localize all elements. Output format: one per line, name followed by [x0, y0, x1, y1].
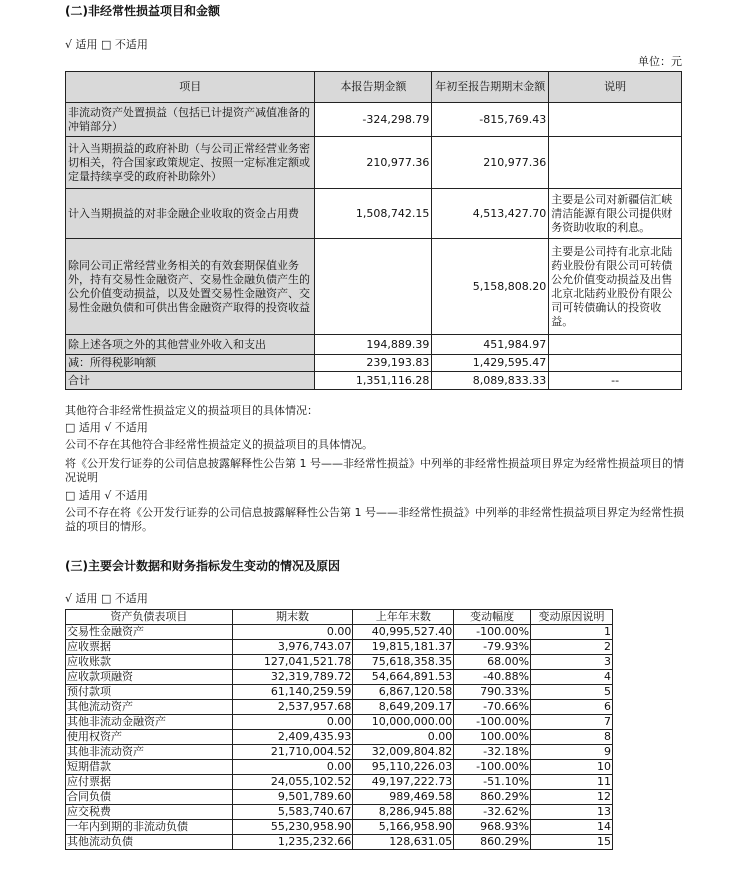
- cell-prev: 95,110,226.03: [353, 760, 454, 775]
- cell-item: 合计: [66, 372, 315, 390]
- cell-item: 计入当期损益的对非金融企业收取的资金占用费: [66, 189, 315, 239]
- cell-item: 其他流动负债: [66, 835, 233, 850]
- cell-note: [549, 137, 682, 189]
- cell-item: 使用权资产: [66, 730, 233, 745]
- table-row: [66, 685, 613, 700]
- cell-prev: 6,867,120.58: [353, 685, 454, 700]
- t2-header-end: 期末数: [232, 610, 353, 625]
- defined-text: 将《公开发行证券的公司信息披露解释性公告第 1 号——非经常性损益》中列举的非经常性损益项目界定为经常性损益项目的情况说明: [65, 457, 684, 484]
- table-row: [66, 640, 613, 655]
- section3-option: √ 适用 □ 不适用: [65, 592, 148, 605]
- cell-ytd: 210,977.36: [432, 137, 549, 189]
- cell-change: -79.93%: [454, 640, 531, 655]
- cell-change: -70.66%: [454, 700, 531, 715]
- balance-change-table: [65, 609, 613, 850]
- cell-ytd: 1,429,595.47: [432, 355, 549, 372]
- cell-reason: 11: [531, 775, 613, 790]
- cell-reason: 2: [531, 640, 613, 655]
- table-row: [66, 790, 613, 805]
- header-item: 项目: [66, 72, 315, 103]
- cell-change: -100.00%: [454, 625, 531, 640]
- cell-item: 非流动资产处置损益（包括已计提资产减值准备的冲销部分）: [66, 103, 315, 137]
- none-text-2: 公司不存在将《公开发行证券的公司信息披露解释性公告第 1 号——非经常性损益》中列举的非经常性损益项目界定为经常性损益的项目的情形。: [65, 506, 684, 533]
- cell-current: 239,193.83: [315, 355, 432, 372]
- cell-prev: 5,166,958.90: [353, 820, 454, 835]
- table-row: [66, 355, 682, 372]
- cell-item: 其他流动资产: [66, 700, 233, 715]
- nonrecurring-table: [65, 71, 682, 390]
- cell-end: 9,501,789.60: [232, 790, 353, 805]
- cell-item: 交易性金融资产: [66, 625, 233, 640]
- applicable-checked: √ 适用: [65, 38, 102, 51]
- cell-change: 790.33%: [454, 685, 531, 700]
- cell-end: 24,055,102.52: [232, 775, 353, 790]
- cell-prev: 49,197,222.73: [353, 775, 454, 790]
- cell-prev: 19,815,181.37: [353, 640, 454, 655]
- cell-end: 32,319,789.72: [232, 670, 353, 685]
- cell-end: 127,041,521.78: [232, 655, 353, 670]
- cell-end: 55,230,958.90: [232, 820, 353, 835]
- table-row: [66, 820, 613, 835]
- cell-item: 应收款项融资: [66, 670, 233, 685]
- table-row: [66, 372, 682, 390]
- cell-reason: 4: [531, 670, 613, 685]
- table-row: [66, 745, 613, 760]
- none-text-1: 公司不存在其他符合非经常性损益定义的损益项目的具体情况。: [65, 438, 373, 451]
- cell-end: 2,409,435.93: [232, 730, 353, 745]
- cell-item: 合同负债: [66, 790, 233, 805]
- cell-ytd: 4,513,427.70: [432, 189, 549, 239]
- cell-change: -32.62%: [454, 805, 531, 820]
- t2-header-item: 资产负债表项目: [66, 610, 233, 625]
- cell-item: 应收票据: [66, 640, 233, 655]
- cell-item: 应交税费: [66, 805, 233, 820]
- cell-change: -100.00%: [454, 760, 531, 775]
- cell-reason: 15: [531, 835, 613, 850]
- cell-item: 其他非流动金融资产: [66, 715, 233, 730]
- table-row: [66, 239, 682, 335]
- cell-end: 61,140,259.59: [232, 685, 353, 700]
- table-row: [66, 655, 613, 670]
- table-row: [66, 189, 682, 239]
- cell-end: 3,976,743.07: [232, 640, 353, 655]
- cell-reason: 12: [531, 790, 613, 805]
- cell-reason: 1: [531, 625, 613, 640]
- cell-current: 1,508,742.15: [315, 189, 432, 239]
- table-row: [66, 835, 613, 850]
- cell-item: 计入当期损益的政府补助（与公司正常经营业务密切相关，符合国家政策规定、按照一定标准定额或定量持续享受的政府补助除外）: [66, 137, 315, 189]
- cell-change: 68.00%: [454, 655, 531, 670]
- cell-note: 主要是公司持有北京北陆药业股份有限公司可转债公允价值变动损益及出售北京北陆药业股份有限公司可转债确认的投资收益。: [549, 239, 682, 335]
- cell-change: 860.29%: [454, 790, 531, 805]
- cell-change: -100.00%: [454, 715, 531, 730]
- section2-title: (二)非经常性损益项目和金额: [65, 4, 220, 18]
- t2-header-reason: 变动原因说明: [531, 610, 613, 625]
- cell-item: 应收账款: [66, 655, 233, 670]
- cell-ytd: 451,984.97: [432, 335, 549, 355]
- t2-header-prev: 上年年末数: [353, 610, 454, 625]
- option-line-1: □ 适用 √ 不适用: [65, 421, 148, 434]
- cell-item: 减：所得税影响额: [66, 355, 315, 372]
- other-defs-text: 其他符合非经常性损益定义的损益项目的具体情况：: [65, 404, 318, 417]
- cell-end: 21,710,004.52: [232, 745, 353, 760]
- cell-item: 预付款项: [66, 685, 233, 700]
- cell-prev: 54,664,891.53: [353, 670, 454, 685]
- cell-item: 一年内到期的非流动负债: [66, 820, 233, 835]
- cell-change: 100.00%: [454, 730, 531, 745]
- cell-item: 除同公司正常经营业务相关的有效套期保值业务外，持有交易性金融资产、交易性金融负债产生的公允价值变动损益，以及处置交易性金融资产、交易性金融负债和可供出售金融资产取得的投资收益: [66, 239, 315, 335]
- unit-label: 单位：元: [638, 55, 682, 68]
- not-applicable-unchecked: □ 不适用: [101, 38, 148, 51]
- cell-current: 210,977.36: [315, 137, 432, 189]
- cell-note: [549, 103, 682, 137]
- cell-reason: 3: [531, 655, 613, 670]
- cell-reason: 10: [531, 760, 613, 775]
- table-row: [66, 700, 613, 715]
- cell-ytd: 8,089,833.33: [432, 372, 549, 390]
- cell-reason: 7: [531, 715, 613, 730]
- cell-end: 1,235,232.66: [232, 835, 353, 850]
- table-row: [66, 730, 613, 745]
- cell-reason: 8: [531, 730, 613, 745]
- cell-note: --: [549, 372, 682, 390]
- cell-prev: 128,631.05: [353, 835, 454, 850]
- cell-reason: 9: [531, 745, 613, 760]
- cell-change: 860.29%: [454, 835, 531, 850]
- cell-prev: 0.00: [353, 730, 454, 745]
- cell-item: 短期借款: [66, 760, 233, 775]
- cell-current: 194,889.39: [315, 335, 432, 355]
- table-row: [66, 670, 613, 685]
- cell-item: 其他非流动资产: [66, 745, 233, 760]
- option-line-2: □ 适用 √ 不适用: [65, 489, 148, 502]
- cell-reason: 5: [531, 685, 613, 700]
- cell-end: 0.00: [232, 625, 353, 640]
- cell-prev: 8,286,945.88: [353, 805, 454, 820]
- cell-current: [315, 239, 432, 335]
- table-row: [66, 137, 682, 189]
- table-row: [66, 775, 613, 790]
- cell-ytd: 5,158,808.20: [432, 239, 549, 335]
- cell-prev: 10,000,000.00: [353, 715, 454, 730]
- cell-item: 除上述各项之外的其他营业外收入和支出: [66, 335, 315, 355]
- cell-note: [549, 335, 682, 355]
- table-row: [66, 760, 613, 775]
- cell-change: -40.88%: [454, 670, 531, 685]
- cell-reason: 14: [531, 820, 613, 835]
- cell-reason: 13: [531, 805, 613, 820]
- cell-prev: 40,995,527.40: [353, 625, 454, 640]
- cell-item: 应付票据: [66, 775, 233, 790]
- table-row: [66, 715, 613, 730]
- section3-title: (三)主要会计数据和财务指标发生变动的情况及原因: [65, 559, 340, 573]
- table-row: [66, 625, 613, 640]
- table-row: [66, 335, 682, 355]
- header-note: 说明: [549, 72, 682, 103]
- cell-ytd: -815,769.43: [432, 103, 549, 137]
- cell-note: [549, 355, 682, 372]
- table-row: [66, 805, 613, 820]
- t2-header-change: 变动幅度: [454, 610, 531, 625]
- cell-prev: 32,009,804.82: [353, 745, 454, 760]
- header-current: 本报告期金额: [315, 72, 432, 103]
- cell-change: 968.93%: [454, 820, 531, 835]
- cell-end: 0.00: [232, 715, 353, 730]
- cell-current: -324,298.79: [315, 103, 432, 137]
- cell-end: 2,537,957.68: [232, 700, 353, 715]
- cell-end: 5,583,740.67: [232, 805, 353, 820]
- header-ytd: 年初至报告期期末金额: [432, 72, 549, 103]
- table-row: [66, 103, 682, 137]
- cell-change: -51.10%: [454, 775, 531, 790]
- cell-change: -32.18%: [454, 745, 531, 760]
- cell-prev: 75,618,358.35: [353, 655, 454, 670]
- cell-note: 主要是公司对新疆信汇峡清洁能源有限公司提供财务资助收取的利息。: [549, 189, 682, 239]
- cell-reason: 6: [531, 700, 613, 715]
- cell-current: 1,351,116.28: [315, 372, 432, 390]
- cell-prev: 8,649,209.17: [353, 700, 454, 715]
- cell-prev: 989,469.58: [353, 790, 454, 805]
- cell-end: 0.00: [232, 760, 353, 775]
- applicable-option: [65, 36, 148, 52]
